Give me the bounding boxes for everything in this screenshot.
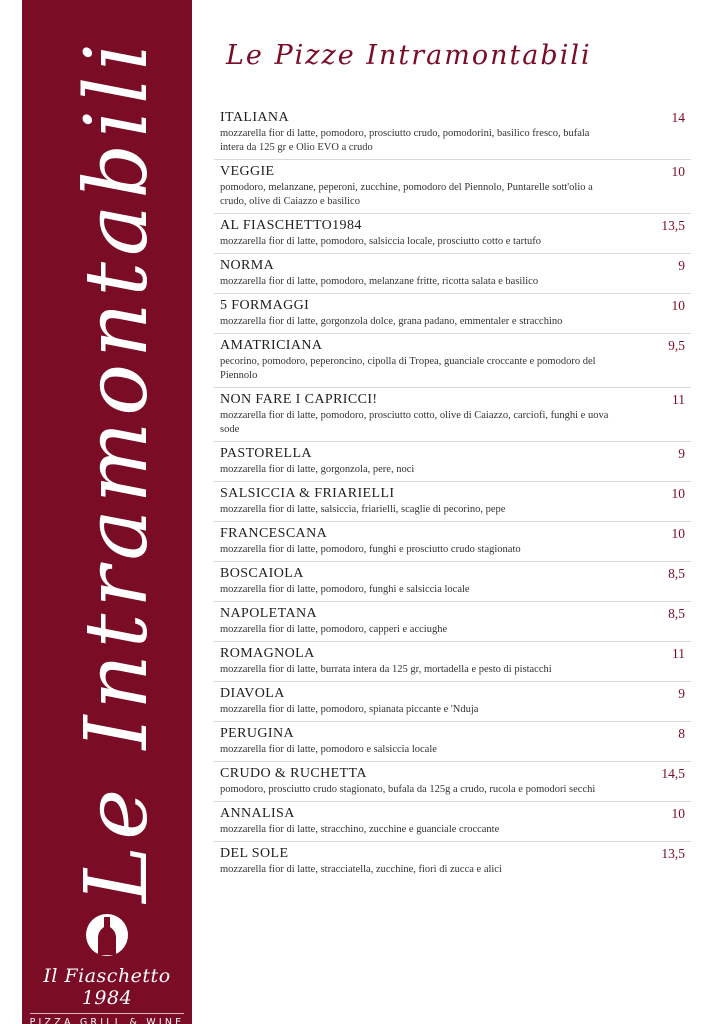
item-name: AMATRICIANA: [220, 338, 323, 353]
menu-item: [214, 106, 691, 160]
vertical-title: Le Intramontabili: [67, 37, 167, 903]
item-name: 5 FORMAGGI: [220, 298, 310, 313]
item-price: 9: [678, 686, 685, 701]
item-name: BOSCAIOLA: [220, 566, 304, 581]
item-name: FRANCESCANA: [220, 526, 328, 541]
item-description: mozzarella fior di latte, pomodoro, funghi e prosciutto crudo stagionato: [220, 544, 521, 555]
menu-item: [214, 722, 691, 762]
menu-item: [214, 762, 691, 802]
item-price: 13,5: [661, 846, 685, 861]
item-description: mozzarella fior di latte, stracciatella, zucchine, fiori di zucca e alici: [220, 864, 502, 875]
item-price: 13,5: [661, 218, 685, 233]
item-description: mozzarella fior di latte, pomodoro, spianata piccante e 'Nduja: [220, 704, 479, 715]
menu-item: [214, 522, 691, 562]
item-description: pecorino, pomodoro, peperoncino, cipolla di Tropea, guanciale croccante e pomodoro del Piennolo: [220, 356, 596, 381]
item-price: 11: [672, 646, 685, 661]
item-description: mozzarella fior di latte, pomodoro, salsiccia locale, prosciutto cotto e tartufo: [220, 236, 542, 247]
item-description: pomodoro, melanzane, peperoni, zucchine, pomodoro del Piennolo, Puntarelle sott'olio a crudo, olive di Caiazzo e basilico: [220, 182, 593, 207]
item-description: mozzarella fior di latte, salsiccia, friarielli, scaglie di pecorino, pepe: [220, 504, 506, 515]
item-name: CRUDO & RUCHETTA: [220, 766, 367, 781]
item-price: 9: [678, 258, 685, 273]
menu-list: [214, 106, 691, 881]
item-price: 14,5: [661, 766, 685, 781]
item-name: PASTORELLA: [220, 446, 312, 461]
item-description: mozzarella fior di latte, gorgonzola dolce, grana padano, emmentaler e stracchino: [220, 316, 563, 327]
menu-item: [214, 254, 691, 294]
page-title: Le Pizze Intramontabili: [226, 40, 592, 71]
item-name: ROMAGNOLA: [220, 646, 315, 661]
menu-item: [214, 334, 691, 388]
item-name: SALSICCIA & FRIARIELLI: [220, 486, 395, 501]
menu-item: [214, 602, 691, 642]
item-name: NAPOLETANA: [220, 606, 317, 621]
item-price: 10: [671, 806, 685, 821]
item-description: mozzarella fior di latte, pomodoro, prosciutto cotto, olive di Caiazzo, carciofi, funghi e uova sode: [220, 410, 609, 435]
item-name: ANNALISA: [220, 806, 295, 821]
item-name: ITALIANA: [220, 110, 289, 125]
item-name: AL FIASCHETTO1984: [220, 218, 362, 233]
item-description: mozzarella fior di latte, pomodoro, capperi e acciughe: [220, 624, 448, 635]
item-price: 8,5: [668, 606, 685, 621]
item-price: 9,5: [668, 338, 685, 353]
menu-item: [214, 802, 691, 842]
menu-item: [214, 160, 691, 214]
item-price: 10: [671, 526, 685, 541]
item-name: VEGGIE: [220, 164, 275, 179]
item-name: DIAVOLA: [220, 686, 285, 701]
menu-item: [214, 562, 691, 602]
item-price: 10: [671, 486, 685, 501]
menu-item: [214, 388, 691, 442]
item-price: 10: [671, 298, 685, 313]
item-description: mozzarella fior di latte, burrata intera da 125 gr, mortadella e pesto di pistacchi: [220, 664, 552, 675]
menu-item: [214, 214, 691, 254]
menu-item: [214, 482, 691, 522]
item-price: 11: [672, 392, 685, 407]
item-description: mozzarella fior di latte, pomodoro e salsiccia locale: [220, 744, 437, 755]
menu-item: [214, 682, 691, 722]
item-description: pomodoro, prosciutto crudo stagionato, bufala da 125g a crudo, rucola e pomodori secchi: [220, 784, 596, 795]
menu-item: [214, 294, 691, 334]
item-name: DEL SOLE: [220, 846, 289, 861]
item-description: mozzarella fior di latte, pomodoro, prosciutto crudo, pomodorini, basilico fresco, bufala intera da 125 gr e Olio EVO a crudo: [220, 128, 590, 153]
menu-item: [214, 442, 691, 482]
item-name: NON FARE I CAPRICCI!: [220, 392, 378, 407]
item-description: mozzarella fior di latte, stracchino, zucchine e guanciale croccante: [220, 824, 500, 835]
item-description: mozzarella fior di latte, pomodoro, funghi e salsiccia locale: [220, 584, 470, 595]
logo-name: Il Fiaschetto 1984: [43, 965, 171, 1009]
logo: [22, 905, 192, 1024]
item-description: mozzarella fior di latte, pomodoro, melanzane fritte, ricotta salata e basilico: [220, 276, 539, 287]
item-name: PERUGINA: [220, 726, 294, 741]
menu-item: [214, 642, 691, 682]
item-price: 10: [671, 164, 685, 179]
item-price: 8,5: [668, 566, 685, 581]
sidebar: [22, 0, 192, 1024]
item-name: NORMA: [220, 258, 275, 273]
item-price: 8: [678, 726, 685, 741]
item-description: mozzarella fior di latte, gorgonzola, pere, noci: [220, 464, 415, 475]
item-price: 14: [671, 110, 685, 125]
wine-bottle-icon: [85, 905, 129, 961]
logo-tagline: PIZZA GRILL & WINE: [30, 1013, 185, 1024]
item-price: 9: [678, 446, 685, 461]
menu-item: [214, 842, 691, 881]
